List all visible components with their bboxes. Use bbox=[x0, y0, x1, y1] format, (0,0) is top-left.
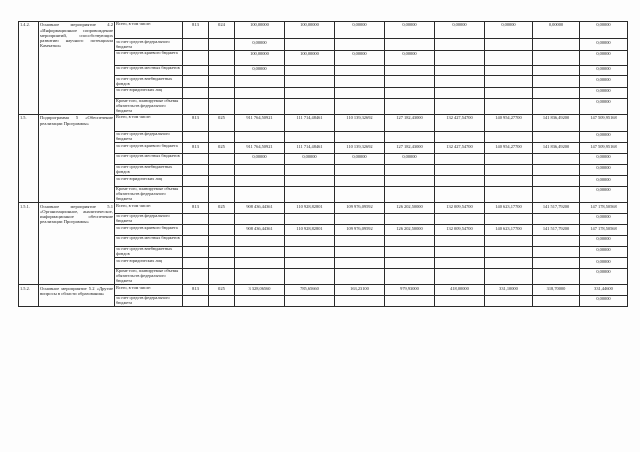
grbs-code bbox=[183, 50, 209, 65]
amount-cell: 979,93000 bbox=[385, 285, 435, 296]
grbs-code bbox=[183, 213, 209, 225]
amount-cell bbox=[335, 295, 385, 307]
amount-cell bbox=[435, 131, 485, 143]
section-code bbox=[209, 295, 235, 307]
amount-cell bbox=[533, 164, 580, 176]
amount-cell bbox=[435, 236, 485, 247]
section-code: 025 bbox=[209, 143, 235, 154]
amount-cell: 140 954,27700 bbox=[485, 143, 533, 154]
section-code bbox=[209, 246, 235, 258]
section-code: 024 bbox=[209, 22, 235, 39]
amount-cell: 132 009,54700 bbox=[435, 203, 485, 214]
amount-cell bbox=[285, 65, 335, 76]
amount-cell bbox=[533, 98, 580, 115]
amount-cell bbox=[285, 246, 335, 258]
amount-cell bbox=[485, 176, 533, 187]
funding-source: Всего, в том числе: bbox=[115, 22, 183, 39]
amount-cell bbox=[485, 88, 533, 99]
amount-cell: 0,00000 bbox=[580, 246, 628, 258]
amount-cell: 0,00000 bbox=[533, 22, 580, 39]
item-number: 1.4.2. bbox=[19, 22, 39, 115]
amount-cell: 110 928,82801 bbox=[285, 225, 335, 236]
amount-cell bbox=[435, 295, 485, 307]
amount-cell: 110 928,82801 bbox=[285, 203, 335, 214]
amount-cell bbox=[335, 88, 385, 99]
amount-cell bbox=[235, 213, 285, 225]
amount-cell bbox=[235, 295, 285, 307]
grbs-code bbox=[183, 76, 209, 88]
item-title: Подпрограмма 5 «Обеспечение реализации Программы» bbox=[39, 115, 115, 203]
amount-cell: 908 436,44361 bbox=[235, 225, 285, 236]
grbs-code bbox=[183, 39, 209, 51]
amount-cell bbox=[385, 65, 435, 76]
section-code bbox=[209, 88, 235, 99]
funding-source: Кроме того, планируемые объемы обязательств федерального бюджета bbox=[115, 98, 183, 115]
amount-cell bbox=[435, 186, 485, 203]
amount-cell bbox=[533, 50, 580, 65]
funding-source: за счет средств краевого бюджета bbox=[115, 225, 183, 236]
amount-cell: 109 976,09592 bbox=[335, 203, 385, 214]
amount-cell: 0,00000 bbox=[335, 154, 385, 165]
amount-cell: 126 202,50000 bbox=[385, 225, 435, 236]
amount-cell bbox=[335, 76, 385, 88]
section-code bbox=[209, 39, 235, 51]
amount-cell: 0,00000 bbox=[580, 39, 628, 51]
amount-cell: 0,00000 bbox=[385, 50, 435, 65]
section-code bbox=[209, 258, 235, 269]
grbs-code bbox=[183, 246, 209, 258]
amount-cell: 141 517,79200 bbox=[533, 225, 580, 236]
amount-cell bbox=[235, 88, 285, 99]
table-row bbox=[19, 22, 628, 39]
amount-cell bbox=[385, 246, 435, 258]
amount-cell bbox=[235, 236, 285, 247]
amount-cell bbox=[385, 213, 435, 225]
amount-cell: 0,00000 bbox=[580, 98, 628, 115]
amount-cell bbox=[335, 65, 385, 76]
amount-cell bbox=[533, 88, 580, 99]
amount-cell bbox=[335, 186, 385, 203]
amount-cell bbox=[435, 268, 485, 285]
amount-cell bbox=[485, 186, 533, 203]
amount-cell: 331,44600 bbox=[580, 285, 628, 296]
funding-source: за счет юридических лиц bbox=[115, 176, 183, 187]
amount-cell bbox=[533, 39, 580, 51]
grbs-code bbox=[183, 258, 209, 269]
amount-cell bbox=[533, 65, 580, 76]
grbs-code: 813 bbox=[183, 143, 209, 154]
amount-cell: 0,00000 bbox=[580, 295, 628, 307]
amount-cell: 109 976,09592 bbox=[335, 225, 385, 236]
amount-cell: 147 178,50568 bbox=[580, 203, 628, 214]
funding-source: за счет средств местных бюджетов bbox=[115, 154, 183, 165]
section-code bbox=[209, 65, 235, 76]
funding-source: Всего, в том числе: bbox=[115, 115, 183, 132]
amount-cell bbox=[285, 98, 335, 115]
amount-cell: 163,23100 bbox=[335, 285, 385, 296]
amount-cell bbox=[285, 213, 335, 225]
amount-cell bbox=[485, 154, 533, 165]
budget-table bbox=[18, 21, 628, 307]
amount-cell: 111 714,48461 bbox=[285, 143, 335, 154]
amount-cell: 0,00000 bbox=[385, 22, 435, 39]
amount-cell: 0,00000 bbox=[580, 131, 628, 143]
grbs-code bbox=[183, 98, 209, 115]
amount-cell bbox=[385, 39, 435, 51]
amount-cell bbox=[335, 39, 385, 51]
amount-cell bbox=[533, 295, 580, 307]
amount-cell bbox=[533, 268, 580, 285]
amount-cell bbox=[485, 164, 533, 176]
amount-cell bbox=[435, 76, 485, 88]
amount-cell: 0,00000 bbox=[580, 258, 628, 269]
amount-cell bbox=[385, 131, 435, 143]
funding-source: Всего, в том числе: bbox=[115, 285, 183, 296]
funding-source: за счет средств краевого бюджета bbox=[115, 50, 183, 65]
amount-cell: 318,70000 bbox=[533, 285, 580, 296]
amount-cell bbox=[533, 258, 580, 269]
amount-cell: 0,00000 bbox=[335, 50, 385, 65]
amount-cell: 0,00000 bbox=[580, 236, 628, 247]
amount-cell: 147 509,95168 bbox=[580, 143, 628, 154]
amount-cell bbox=[435, 154, 485, 165]
amount-cell bbox=[435, 39, 485, 51]
amount-cell: 127 182,43000 bbox=[385, 115, 435, 132]
section-code bbox=[209, 186, 235, 203]
amount-cell bbox=[533, 76, 580, 88]
funding-source: за счет средств внебюджетных фондов bbox=[115, 76, 183, 88]
amount-cell: 0,00000 bbox=[580, 65, 628, 76]
item-title: Основное мероприятие 5.1 «Организационное, аналитическое, информационное обеспечение реализации Программы» bbox=[39, 203, 115, 285]
amount-cell: 0,00000 bbox=[580, 50, 628, 65]
amount-cell: 110 139,32692 bbox=[335, 143, 385, 154]
amount-cell bbox=[435, 164, 485, 176]
funding-source: Всего, в том числе: bbox=[115, 203, 183, 214]
grbs-code: 813 bbox=[183, 285, 209, 296]
amount-cell bbox=[385, 268, 435, 285]
grbs-code bbox=[183, 88, 209, 99]
amount-cell bbox=[235, 131, 285, 143]
amount-cell: 0,00000 bbox=[335, 22, 385, 39]
amount-cell: 0,00000 bbox=[285, 154, 335, 165]
funding-source: за счет средств местных бюджетов bbox=[115, 236, 183, 247]
amount-cell: 0,00000 bbox=[235, 39, 285, 51]
amount-cell bbox=[485, 213, 533, 225]
section-code bbox=[209, 98, 235, 115]
amount-cell: 3 328,06560 bbox=[235, 285, 285, 296]
amount-cell bbox=[533, 131, 580, 143]
section-code bbox=[209, 76, 235, 88]
amount-cell bbox=[285, 76, 335, 88]
amount-cell bbox=[235, 268, 285, 285]
amount-cell bbox=[533, 154, 580, 165]
amount-cell: 132 009,54700 bbox=[435, 225, 485, 236]
amount-cell bbox=[385, 176, 435, 187]
amount-cell bbox=[235, 258, 285, 269]
amount-cell: 132 427,54700 bbox=[435, 115, 485, 132]
grbs-code: 813 bbox=[183, 203, 209, 214]
amount-cell bbox=[285, 164, 335, 176]
grbs-code bbox=[183, 186, 209, 203]
grbs-code bbox=[183, 164, 209, 176]
amount-cell bbox=[385, 164, 435, 176]
amount-cell: 110 139,32692 bbox=[335, 115, 385, 132]
amount-cell: 126 202,50000 bbox=[385, 203, 435, 214]
amount-cell: 147 509,95168 bbox=[580, 115, 628, 132]
section-code bbox=[209, 176, 235, 187]
amount-cell bbox=[533, 236, 580, 247]
amount-cell: 141 517,79200 bbox=[533, 203, 580, 214]
amount-cell: 0,00000 bbox=[485, 22, 533, 39]
funding-source: за счет средств внебюджетных фондов bbox=[115, 246, 183, 258]
funding-source: за счет средств федерального бюджета bbox=[115, 39, 183, 51]
amount-cell: 141 836,49200 bbox=[533, 115, 580, 132]
section-code bbox=[209, 154, 235, 165]
section-code bbox=[209, 225, 235, 236]
amount-cell bbox=[385, 258, 435, 269]
item-title: Основное мероприятие 4.2 «Информационное сопровождение мероприятий, способствующих развитию научного потенциала Камчатки» bbox=[39, 22, 115, 115]
amount-cell bbox=[235, 186, 285, 203]
amount-cell: 132 427,54700 bbox=[435, 143, 485, 154]
amount-cell: 331,10000 bbox=[485, 285, 533, 296]
amount-cell bbox=[235, 176, 285, 187]
grbs-code bbox=[183, 65, 209, 76]
grbs-code bbox=[183, 154, 209, 165]
grbs-code bbox=[183, 236, 209, 247]
amount-cell: 911 764,50921 bbox=[235, 143, 285, 154]
amount-cell bbox=[435, 213, 485, 225]
amount-cell bbox=[485, 65, 533, 76]
amount-cell: 0,00000 bbox=[580, 164, 628, 176]
amount-cell: 0,00000 bbox=[235, 154, 285, 165]
amount-cell bbox=[485, 295, 533, 307]
amount-cell bbox=[285, 131, 335, 143]
amount-cell: 100,00000 bbox=[285, 22, 335, 39]
amount-cell bbox=[533, 176, 580, 187]
amount-cell: 0,00000 bbox=[580, 176, 628, 187]
amount-cell: 0,00000 bbox=[580, 88, 628, 99]
amount-cell: 418,00000 bbox=[435, 285, 485, 296]
grbs-code bbox=[183, 131, 209, 143]
section-code bbox=[209, 164, 235, 176]
amount-cell bbox=[533, 186, 580, 203]
amount-cell: 127 182,43000 bbox=[385, 143, 435, 154]
funding-source: за счет средств краевого бюджета bbox=[115, 143, 183, 154]
amount-cell bbox=[335, 246, 385, 258]
amount-cell bbox=[435, 65, 485, 76]
amount-cell bbox=[385, 98, 435, 115]
item-number: 1.5.2. bbox=[19, 285, 39, 307]
amount-cell: 0,00000 bbox=[235, 65, 285, 76]
item-number: 1.5. bbox=[19, 115, 39, 203]
amount-cell bbox=[485, 246, 533, 258]
amount-cell bbox=[533, 213, 580, 225]
amount-cell: 0,00000 bbox=[580, 186, 628, 203]
amount-cell bbox=[485, 236, 533, 247]
amount-cell bbox=[335, 213, 385, 225]
amount-cell bbox=[285, 39, 335, 51]
section-code bbox=[209, 131, 235, 143]
amount-cell: 908 436,44361 bbox=[235, 203, 285, 214]
section-code bbox=[209, 236, 235, 247]
amount-cell: 100,00000 bbox=[235, 22, 285, 39]
item-number: 1.5.1. bbox=[19, 203, 39, 285]
amount-cell bbox=[335, 131, 385, 143]
amount-cell bbox=[435, 258, 485, 269]
funding-source: за счет средств федерального бюджета bbox=[115, 213, 183, 225]
funding-source: Кроме того, планируемые объемы обязательств федерального бюджета bbox=[115, 268, 183, 285]
grbs-code bbox=[183, 268, 209, 285]
table-row bbox=[19, 285, 628, 296]
amount-cell: 147 178,50568 bbox=[580, 225, 628, 236]
amount-cell bbox=[285, 186, 335, 203]
grbs-code bbox=[183, 176, 209, 187]
amount-cell bbox=[385, 88, 435, 99]
amount-cell bbox=[435, 176, 485, 187]
amount-cell bbox=[485, 98, 533, 115]
amount-cell: 0,00000 bbox=[580, 76, 628, 88]
funding-source: Кроме того, планируемые объемы обязательств федерального бюджета bbox=[115, 186, 183, 203]
amount-cell bbox=[485, 76, 533, 88]
amount-cell bbox=[485, 268, 533, 285]
amount-cell bbox=[335, 176, 385, 187]
amount-cell: 111 714,48461 bbox=[285, 115, 335, 132]
funding-source: за счет юридических лиц bbox=[115, 258, 183, 269]
funding-source: за счет средств федерального бюджета bbox=[115, 295, 183, 307]
amount-cell: 0,00000 bbox=[580, 22, 628, 39]
amount-cell bbox=[435, 246, 485, 258]
amount-cell: 785,65660 bbox=[285, 285, 335, 296]
amount-cell: 141 836,49200 bbox=[533, 143, 580, 154]
amount-cell bbox=[235, 246, 285, 258]
funding-source: за счет средств внебюджетных фондов bbox=[115, 164, 183, 176]
amount-cell bbox=[385, 295, 435, 307]
amount-cell bbox=[335, 258, 385, 269]
amount-cell bbox=[285, 176, 335, 187]
amount-cell bbox=[435, 50, 485, 65]
amount-cell: 140 954,27700 bbox=[485, 115, 533, 132]
amount-cell bbox=[335, 268, 385, 285]
amount-cell bbox=[385, 76, 435, 88]
amount-cell: 140 623,17700 bbox=[485, 203, 533, 214]
amount-cell bbox=[335, 164, 385, 176]
amount-cell bbox=[285, 295, 335, 307]
item-title: Основное мероприятие 5.2 «Другие вопросы в области образования» bbox=[39, 285, 115, 307]
grbs-code: 813 bbox=[183, 22, 209, 39]
amount-cell bbox=[485, 50, 533, 65]
amount-cell bbox=[285, 236, 335, 247]
amount-cell: 0,00000 bbox=[580, 268, 628, 285]
amount-cell bbox=[385, 186, 435, 203]
amount-cell bbox=[485, 258, 533, 269]
section-code bbox=[209, 50, 235, 65]
section-code bbox=[209, 213, 235, 225]
amount-cell bbox=[335, 98, 385, 115]
amount-cell bbox=[385, 236, 435, 247]
amount-cell bbox=[335, 236, 385, 247]
amount-cell: 0,00000 bbox=[580, 154, 628, 165]
amount-cell bbox=[285, 258, 335, 269]
amount-cell: 0,00000 bbox=[385, 154, 435, 165]
amount-cell bbox=[485, 39, 533, 51]
funding-source: за счет юридических лиц bbox=[115, 88, 183, 99]
amount-cell bbox=[533, 246, 580, 258]
amount-cell: 100,00000 bbox=[285, 50, 335, 65]
amount-cell bbox=[485, 131, 533, 143]
amount-cell bbox=[435, 98, 485, 115]
section-code bbox=[209, 268, 235, 285]
funding-source: за счет средств федерального бюджета bbox=[115, 131, 183, 143]
amount-cell: 100,00000 bbox=[235, 50, 285, 65]
amount-cell bbox=[435, 88, 485, 99]
grbs-code bbox=[183, 225, 209, 236]
grbs-code bbox=[183, 295, 209, 307]
table-row bbox=[19, 203, 628, 214]
funding-source: за счет средств местных бюджетов bbox=[115, 65, 183, 76]
table-row bbox=[19, 115, 628, 132]
grbs-code: 813 bbox=[183, 115, 209, 132]
amount-cell bbox=[235, 98, 285, 115]
amount-cell: 0,00000 bbox=[435, 22, 485, 39]
amount-cell bbox=[285, 268, 335, 285]
section-code: 025 bbox=[209, 285, 235, 296]
amount-cell bbox=[235, 76, 285, 88]
section-code: 025 bbox=[209, 203, 235, 214]
amount-cell: 140 623,17700 bbox=[485, 225, 533, 236]
section-code: 025 bbox=[209, 115, 235, 132]
amount-cell: 0,00000 bbox=[580, 213, 628, 225]
amount-cell bbox=[285, 88, 335, 99]
amount-cell: 911 764,50921 bbox=[235, 115, 285, 132]
amount-cell bbox=[235, 164, 285, 176]
